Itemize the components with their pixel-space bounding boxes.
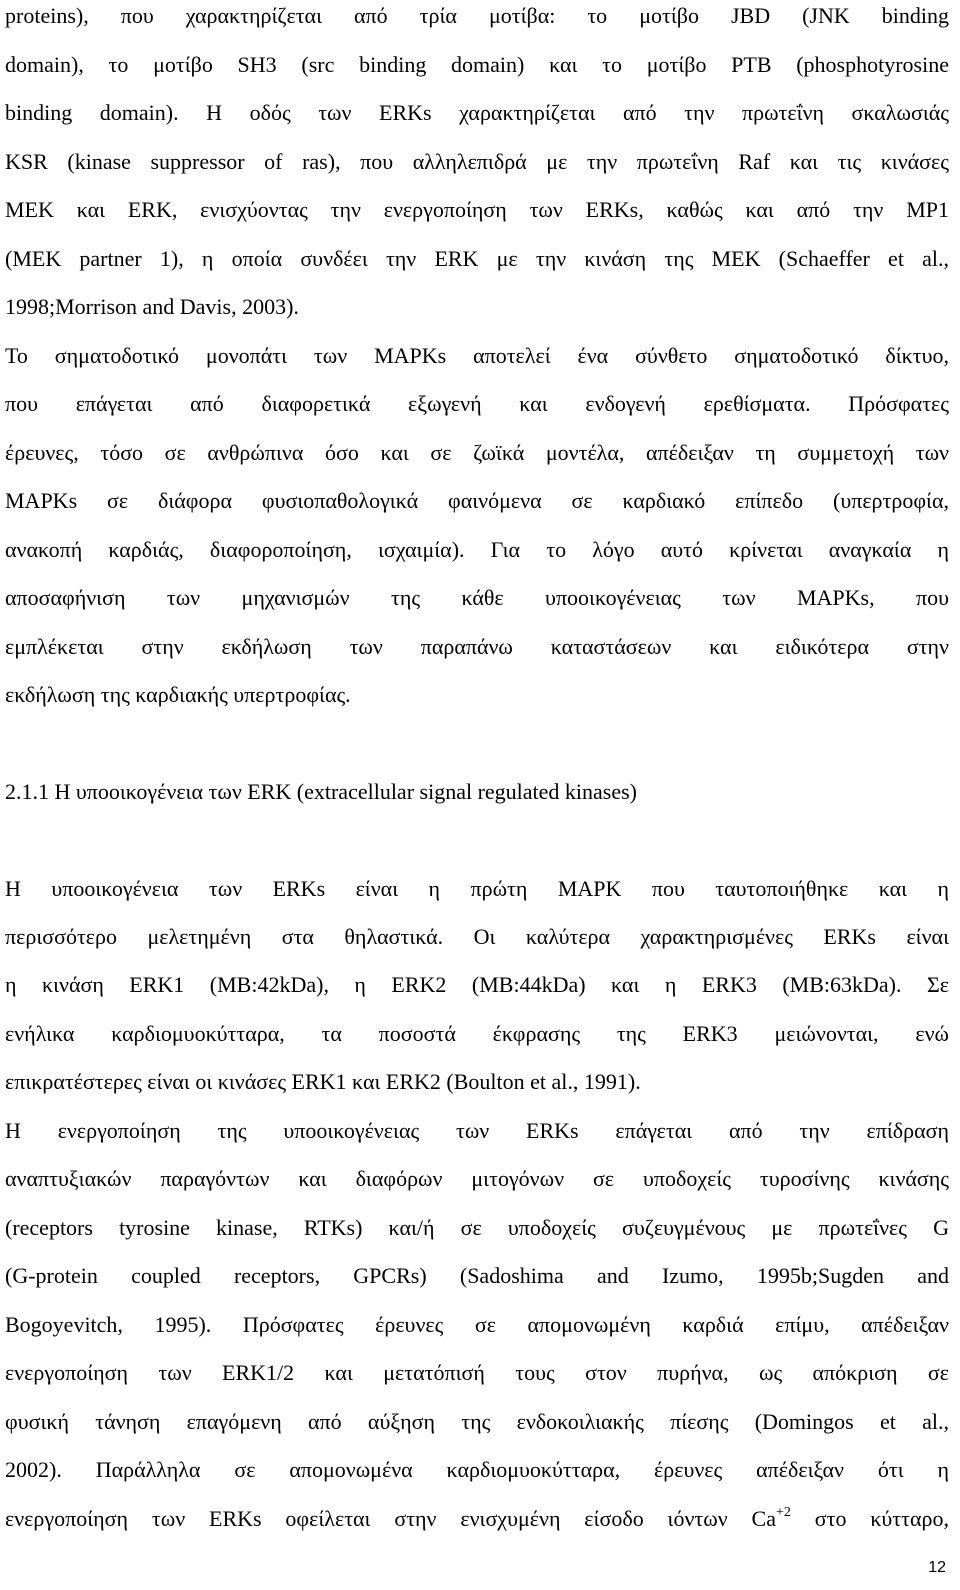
text-line: ενεργοποίηση των ERK1/2 και μετατόπισή τους στον πυρήνα, ως απόκριση σε: [5, 1360, 949, 1385]
text-line: 2002). Παράλληλα σε απομονωμένα καρδιομυοκύτταρα, έρευνες απέδειξαν ότι η: [5, 1457, 949, 1482]
text-line: η κινάση ERK1 (MB:42kDa), η ERK2 (MB:44kDa) και η ERK3 (MB:63kDa). Σε: [5, 972, 949, 997]
text-line: 1998;Morrison and Davis, 2003).: [5, 294, 299, 319]
text-fragment: ενεργοποίηση των ERKs οφείλεται στην ενισχυμένη είσοδο ιόντων Ca: [5, 1506, 776, 1531]
text-line: περισσότερο μελετημένη στα θηλαστικά. Οι καλύτερα χαρακτηρισμένες ERKs είναι: [5, 924, 949, 949]
text-line: ανακοπή καρδιάς, διαφοροποίηση, ισχαιμία). Για το λόγο αυτό κρίνεται αναγκαία η: [5, 537, 949, 562]
text-line: που επάγεται από διαφορετικά εξωγενή και ενδογενή ερεθίσματα. Πρόσφατες: [5, 391, 949, 416]
superscript: +2: [776, 1505, 791, 1520]
text-line: (G-protein coupled receptors, GPCRs) (Sadoshima and Izumo, 1995b;Sugden and: [5, 1263, 949, 1288]
text-line: Το σηματοδοτικό μονοπάτι των MAPKs αποτελεί ένα σύνθετο σηματοδοτικό δίκτυο,: [5, 343, 949, 368]
text-line: (receptors tyrosine kinase, RTKs) και/ή σε υποδοχείς συζευγμένους με πρωτεΐνες G: [5, 1215, 949, 1240]
text-line: επικρατέστερες είναι οι κινάσες ERK1 και ERK2 (Boulton et al., 1991).: [5, 1069, 641, 1094]
text-line: domain), το μοτίβο SH3 (src binding domain) και το μοτίβο PTB (phosphotyrosine: [5, 52, 949, 77]
text-line: MAPKs σε διάφορα φυσιοπαθολογικά φαινόμενα σε καρδιακό επίπεδο (υπερτροφία,: [5, 488, 949, 513]
section-heading: 2.1.1 Η υποοικογένεια των ERK (extracellular signal regulated kinases): [5, 779, 638, 804]
page-number: 12: [928, 1559, 946, 1576]
text-line: εκδήλωση της καρδιακής υπερτροφίας.: [5, 682, 351, 707]
text-line: proteins), που χαρακτηρίζεται από τρία μοτίβα: το μοτίβο JBD (JNK binding: [5, 3, 949, 28]
text-line: binding domain). Η οδός των ERKs χαρακτηρίζεται από την πρωτεΐνη σκαλωσιάς: [5, 100, 949, 125]
text-line: Bogoyevitch, 1995). Πρόσφατες έρευνες σε απομονωμένη καρδιά επίμυ, απέδειξαν: [5, 1312, 949, 1337]
text-line-with-superscript: [5, 1506, 949, 1532]
text-line: αναπτυξιακών παραγόντων και διαφόρων μιτογόνων σε υποδοχείς τυροσίνης κινάσης: [5, 1166, 949, 1191]
text-line: Η υποοικογένεια των ERKs είναι η πρώτη MAPK που ταυτοποιήθηκε και η: [5, 876, 949, 901]
text-line: KSR (kinase suppressor of ras), που αλληλεπιδρά με την πρωτεΐνη Raf και τις κινάσες: [5, 149, 949, 174]
text-line: αποσαφήνιση των μηχανισμών της κάθε υποοικογένειας των MAPKs, που: [5, 585, 949, 610]
text-fragment: στο κύτταρο,: [790, 1506, 949, 1531]
text-line: (MEK partner 1), η οποία συνδέει την ERK με την κινάση της MEK (Schaeffer et al.,: [5, 246, 949, 271]
text-line: Η ενεργοποίηση της υποοικογένειας των ERKs επάγεται από την επίδραση: [5, 1118, 949, 1143]
text-line: εμπλέκεται στην εκδήλωση των παραπάνω καταστάσεων και ειδικότερα στην: [5, 634, 949, 659]
text-line: MEK και ERK, ενισχύοντας την ενεργοποίηση των ERKs, καθώς και από την MP1: [5, 197, 949, 222]
text-line: ενήλικα καρδιομυοκύτταρα, τα ποσοστά έκφρασης της ERK3 μειώνονται, ενώ: [5, 1021, 949, 1046]
text-line: φυσική τάνηση επαγόμενη από αύξηση της ενδοκοιλιακής πίεσης (Domingos et al.,: [5, 1409, 949, 1434]
text-line: έρευνες, τόσο σε ανθρώπινα όσο και σε ζωϊκά μοντέλα, απέδειξαν τη συμμετοχή των: [5, 440, 949, 465]
